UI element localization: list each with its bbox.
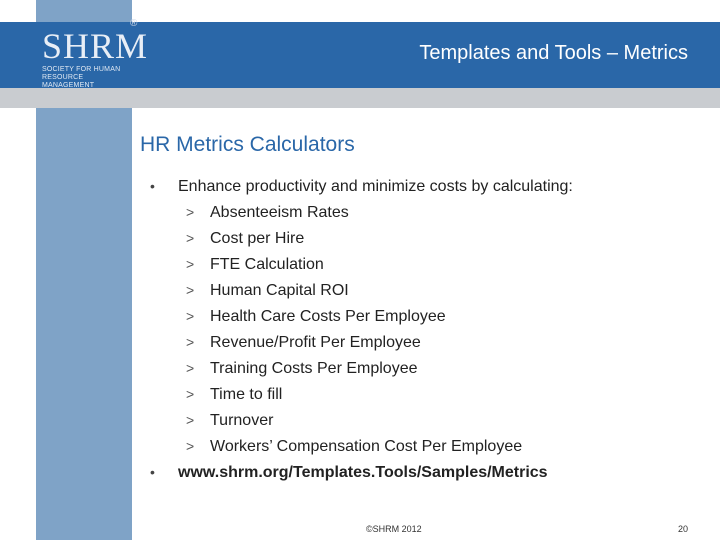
- sub-marker: >: [186, 334, 195, 350]
- sub-item-text: Cost per Hire: [210, 230, 305, 247]
- footer-page-number: 20: [678, 524, 689, 534]
- sub-item: [140, 334, 700, 360]
- sub-marker: >: [186, 256, 195, 272]
- sub-item: [140, 412, 700, 438]
- sub-item-text: Turnover: [210, 412, 274, 429]
- bullet-item: [140, 178, 700, 204]
- sub-item: [140, 360, 700, 386]
- sub-marker: >: [186, 412, 195, 428]
- sub-marker: >: [186, 230, 195, 246]
- shrm-logo: [36, 18, 149, 89]
- sub-marker: >: [186, 386, 195, 402]
- sub-item-text: Revenue/Profit Per Employee: [210, 334, 421, 351]
- sub-item-text: Human Capital ROI: [210, 282, 349, 299]
- sub-item: [140, 230, 700, 256]
- footer-copyright: ©SHRM 2012: [366, 524, 422, 534]
- metrics-url-link[interactable]: www.shrm.org/Templates.Tools/Samples/Metrics: [178, 464, 548, 481]
- sub-item: [140, 438, 700, 464]
- sub-item-text: Time to fill: [210, 386, 283, 403]
- sub-marker: >: [186, 282, 195, 298]
- sub-item: [140, 386, 700, 412]
- sub-marker: >: [186, 438, 195, 454]
- sub-item-text: Absenteeism Rates: [210, 204, 349, 221]
- sub-item: [140, 256, 700, 282]
- bullet-item: [140, 464, 700, 490]
- slide-title: HR Metrics Calculators: [140, 133, 355, 156]
- bullet-marker: •: [150, 178, 155, 194]
- logo-registered-mark: ®: [130, 18, 138, 29]
- sub-item: [140, 204, 700, 230]
- header-title: Templates and Tools – Metrics: [419, 42, 688, 64]
- bullet-text: Enhance productivity and minimize costs by calculating:: [178, 178, 573, 195]
- sub-item-text: Workers’ Compensation Cost Per Employee: [210, 438, 523, 455]
- sub-bullet-list: [140, 204, 700, 464]
- header-gray-strip: [0, 88, 720, 108]
- sub-marker: >: [186, 360, 195, 376]
- sub-item-text: Training Costs Per Employee: [210, 360, 418, 377]
- logo-letters: SHRM: [42, 26, 149, 66]
- sub-item: [140, 282, 700, 308]
- bullet-list: [140, 178, 700, 490]
- logo-tagline: SOCIETY FOR HUMAN RESOURCE MANAGEMENT: [42, 66, 121, 89]
- sub-marker: >: [186, 204, 195, 220]
- sub-item-text: FTE Calculation: [210, 256, 324, 273]
- sub-item: [140, 308, 700, 334]
- sub-item-text: Health Care Costs Per Employee: [210, 308, 446, 325]
- bullet-marker: •: [150, 464, 155, 480]
- sub-marker: >: [186, 308, 195, 324]
